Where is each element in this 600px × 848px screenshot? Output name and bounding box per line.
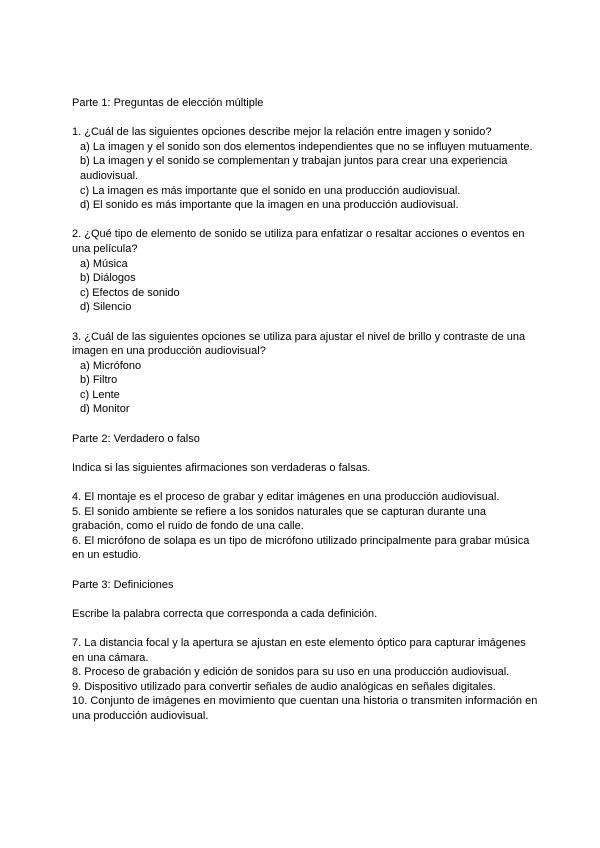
question-1-option-a: a) La imagen y el sonido son dos elementos independientes que no se influyen mutuamente.: [80, 140, 533, 153]
definition-10: 10. Conjunto de imágenes en movimiento que cuentan una historia o transmiten información en una producción audiovisual.: [72, 695, 538, 722]
question-2-option-c: c) Efectos de sonido: [80, 286, 180, 299]
question-2-option-b: b) Diálogos: [80, 272, 136, 285]
question-3-option-a: a) Micrófono: [80, 359, 142, 372]
statement-4: 4. El montaje es el proceso de grabar y editar imágenes en una producción audiovisual.: [72, 491, 500, 504]
part2-title: Parte 2: Verdadero o falso: [72, 432, 200, 445]
statement-6: 6. El micrófono de solapa es un tipo de micrófono utilizado principalmente para grabar música en un estudio.: [72, 534, 530, 562]
part3-instruction: Escribe la palabra correcta que corresponda a cada definición.: [72, 607, 378, 620]
question-2-text: 2. ¿Qué tipo de elemento de sonido se utiliza para enfatizar o resaltar acciones o eventos en una película?: [72, 228, 525, 255]
question-1-text: 1. ¿Cuál de las siguientes opciones describe mejor la relación entre imagen y sonido?: [72, 126, 492, 139]
question-3-option-d: d) Monitor: [80, 403, 130, 416]
question-2-option-d: d) Silencio: [80, 301, 132, 314]
part2-instruction: Indica si las siguientes afirmaciones son verdaderas o falsas.: [72, 461, 371, 474]
part3-title: Parte 3: Definiciones: [72, 578, 174, 591]
part3-definitions: [72, 636, 540, 724]
question-1-option-b: b) La imagen y el sonido se complementan y trabajan juntos para crear una experiencia audiovisual.: [80, 155, 508, 182]
question-1: [72, 125, 540, 213]
question-3-text: 3. ¿Cuál de las siguientes opciones se utiliza para ajustar el nivel de brillo y contraste de una imagen en una producción audiovisual?: [72, 330, 526, 358]
question-1-option-c: c) La imagen es más importante que el sonido en una producción audiovisual.: [80, 184, 461, 197]
statement-5: 5. El sonido ambiente se refiere a los sonidos naturales que se capturan durante una grabación, como el ruido de fondo de una calle.: [72, 505, 486, 533]
question-3: [72, 330, 540, 418]
part2-statements: [72, 490, 540, 563]
question-3-option-c: c) Lente: [80, 388, 120, 401]
definition-8: 8. Proceso de grabación y edición de sonidos para su uso en una producción audiovisual.: [72, 666, 510, 679]
question-1-option-d: d) El sonido es más importante que la imagen en una producción audiovisual.: [80, 199, 459, 212]
definition-9: 9. Dispositivo utilizado para convertir señales de audio analógicas en señales digitales.: [72, 680, 496, 693]
question-3-option-b: b) Filtro: [80, 374, 118, 387]
question-2-option-a: a) Música: [80, 257, 128, 270]
definition-7: 7. La distancia focal y la apertura se ajustan en este elemento óptico para capturar imágenes en una cámara.: [72, 636, 526, 664]
part1-title: Parte 1: Preguntas de elección múltiple: [72, 97, 264, 109]
question-2: [72, 227, 540, 315]
